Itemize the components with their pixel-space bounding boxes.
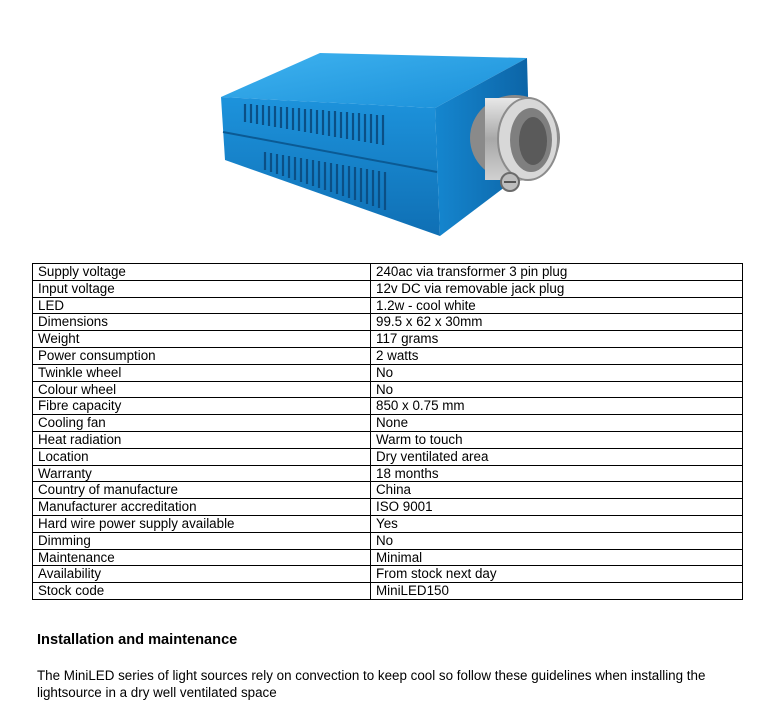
spec-row (33, 381, 743, 398)
spec-label: Twinkle wheel (33, 364, 371, 381)
spec-value: No (371, 532, 743, 549)
spec-label: LED (33, 297, 371, 314)
spec-label: Hard wire power supply available (33, 515, 371, 532)
spec-value: No (371, 381, 743, 398)
spec-label: Heat radiation (33, 431, 371, 448)
light-source-illustration (215, 40, 565, 245)
spec-label: Stock code (33, 583, 371, 600)
spec-value: 1.2w - cool white (371, 297, 743, 314)
spec-row (33, 549, 743, 566)
spec-label: Fibre capacity (33, 398, 371, 415)
spec-row (33, 314, 743, 331)
section-heading: Installation and maintenance (37, 632, 238, 648)
spec-label: Weight (33, 331, 371, 348)
spec-label: Dimensions (33, 314, 371, 331)
spec-value: MiniLED150 (371, 583, 743, 600)
spec-value: No (371, 364, 743, 381)
spec-row (33, 532, 743, 549)
spec-row (33, 331, 743, 348)
spec-value: 18 months (371, 465, 743, 482)
spec-value: Dry ventilated area (371, 448, 743, 465)
spec-label: Maintenance (33, 549, 371, 566)
spec-label: Power consumption (33, 347, 371, 364)
spec-row (33, 415, 743, 432)
spec-label: Availability (33, 566, 371, 583)
spec-row (33, 398, 743, 415)
spec-label: Supply voltage (33, 264, 371, 281)
spec-value: 850 x 0.75 mm (371, 398, 743, 415)
spec-row (33, 297, 743, 314)
product-photo (215, 40, 565, 245)
body-paragraph: The MiniLED series of light sources rely on convection to keep cool so follow these guidelines when installing the lightsource in a dry well ventilated space (37, 668, 706, 700)
spec-label: Location (33, 448, 371, 465)
spec-row (33, 264, 743, 281)
spec-row (33, 566, 743, 583)
spec-value: 99.5 x 62 x 30mm (371, 314, 743, 331)
spec-row (33, 347, 743, 364)
spec-label: Cooling fan (33, 415, 371, 432)
spec-value: China (371, 482, 743, 499)
spec-value: 117 grams (371, 331, 743, 348)
spec-value: Warm to touch (371, 431, 743, 448)
spec-row (33, 499, 743, 516)
spec-row (33, 364, 743, 381)
spec-row (33, 431, 743, 448)
spec-row (33, 583, 743, 600)
spec-value: From stock next day (371, 566, 743, 583)
spec-label: Colour wheel (33, 381, 371, 398)
spec-value: Minimal (371, 549, 743, 566)
spec-label: Warranty (33, 465, 371, 482)
spec-label: Country of manufacture (33, 482, 371, 499)
spec-value: Yes (371, 515, 743, 532)
spec-value: 12v DC via removable jack plug (371, 280, 743, 297)
specification-table (32, 263, 743, 600)
spec-label: Input voltage (33, 280, 371, 297)
spec-row (33, 465, 743, 482)
spec-label: Manufacturer accreditation (33, 499, 371, 516)
spec-row (33, 448, 743, 465)
spec-label: Dimming (33, 532, 371, 549)
spec-row (33, 482, 743, 499)
spec-row (33, 515, 743, 532)
spec-value: 240ac via transformer 3 pin plug (371, 264, 743, 281)
spec-value: None (371, 415, 743, 432)
spec-value: 2 watts (371, 347, 743, 364)
spec-value: ISO 9001 (371, 499, 743, 516)
spec-row (33, 280, 743, 297)
